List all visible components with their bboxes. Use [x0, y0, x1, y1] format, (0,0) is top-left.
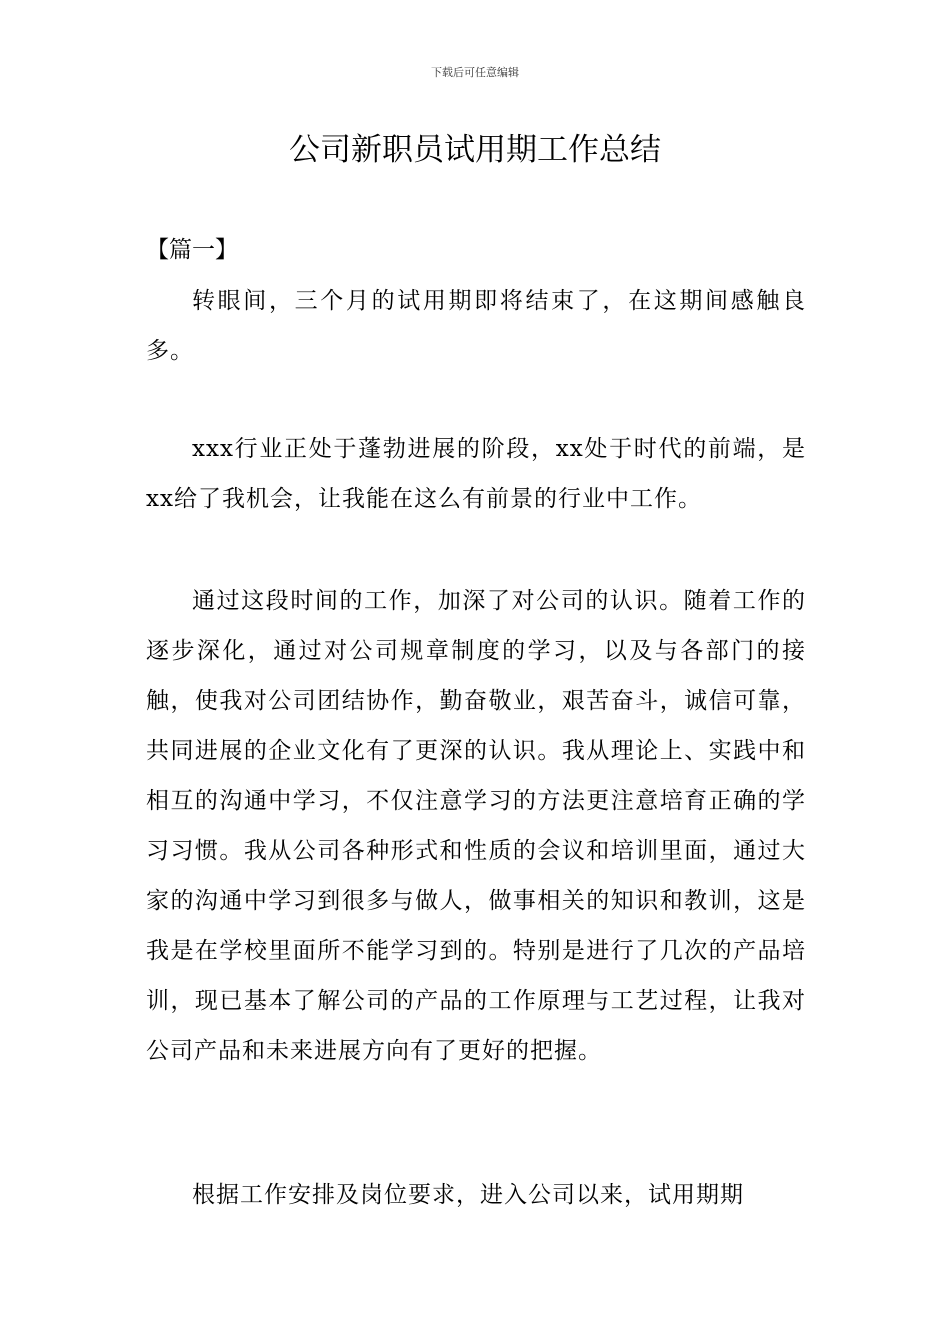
paragraph: xxx行业正处于蓬勃进展的阶段，xx处于时代的前端，是xx给了我机会，让我能在这么有前景的行业中工作。: [146, 436, 806, 512]
paragraph: 通过这段时间的工作，加深了对公司的认识。随着工作的逐步深化，通过对公司规章制度的学习，以及与各部门的接触，使我对公司团结协作，勤奋敬业，艰苦奋斗，诚信可靠，共同进展的企业文化有了更深的认识。我从理论上、实践中和相互的沟通中学习，不仅注意学习的方法更注意培育正确的学习习惯。我从公司各种形式和性质的会议和培训里面，通过大家的沟通中学习到很多与做人，做事相关的知识和教训，这是我是在学校里面所不能学习到的。特别是进行了几次的产品培训，现已基本了解公司的产品的工作原理与工艺过程，让我对公司产品和未来进展方向有了更好的把握。: [146, 588, 806, 1064]
header-note: 下载后可任意编辑: [431, 66, 519, 79]
section-label: 【篇一】: [146, 237, 238, 263]
paragraph: 转眼间，三个月的试用期即将结束了，在这期间感触良多。: [146, 288, 806, 364]
document-title: 公司新职员试用期工作总结: [289, 132, 661, 168]
paragraph: 根据工作安排及岗位要求，进入公司以来，试用期期: [192, 1182, 744, 1208]
